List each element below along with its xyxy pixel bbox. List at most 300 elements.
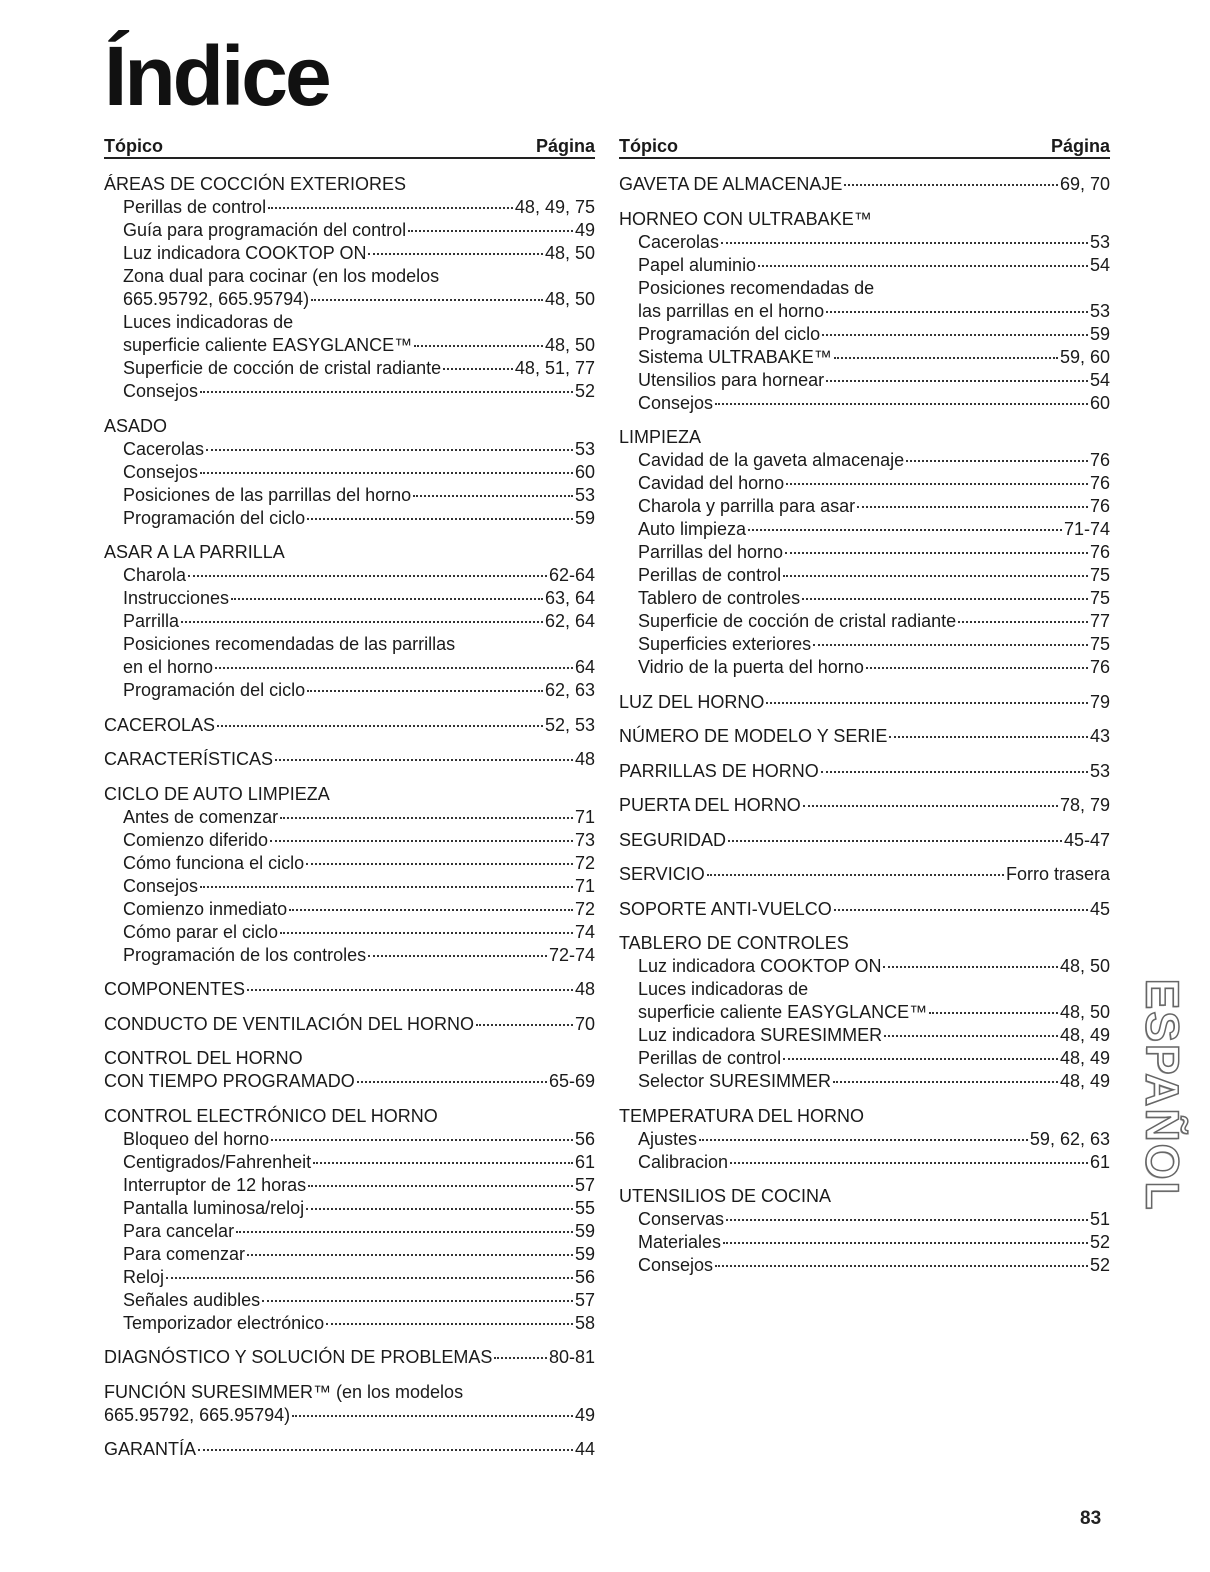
entry-topic: Charola y parrilla para asar bbox=[638, 496, 856, 516]
entry-topic: SERVICIO bbox=[619, 864, 705, 884]
entry-topic: Selector SURESIMMER bbox=[638, 1071, 832, 1091]
entry-topic: CONTROL DEL HORNO bbox=[104, 1048, 303, 1068]
index-subentry-line bbox=[104, 610, 595, 633]
index-subentry-line bbox=[104, 438, 595, 461]
entry-topic: ASAR A LA PARRILLA bbox=[104, 542, 285, 562]
dot-leader bbox=[357, 1081, 547, 1083]
entry-page: 54 bbox=[1089, 254, 1110, 275]
index-entry-line bbox=[104, 415, 595, 438]
index-entry bbox=[619, 932, 1110, 1093]
entry-page: 76 bbox=[1089, 657, 1110, 677]
dot-leader bbox=[884, 1035, 1058, 1037]
entry-page: 71 bbox=[574, 875, 595, 896]
index-subentry-line bbox=[619, 254, 1110, 277]
index-subentry-line bbox=[619, 277, 1110, 300]
dot-leader bbox=[822, 334, 1088, 336]
index-subentry-line bbox=[104, 656, 595, 679]
index-subentry-line bbox=[104, 265, 595, 288]
index-entry bbox=[619, 829, 1110, 852]
entry-topic: superficie caliente EASYGLANCE™ bbox=[123, 335, 413, 355]
entry-page: 58 bbox=[574, 1312, 595, 1333]
index-subentry-line bbox=[619, 564, 1110, 587]
dot-leader bbox=[247, 989, 573, 991]
index-subentry-line bbox=[104, 196, 595, 219]
entry-page: 80-81 bbox=[548, 1347, 595, 1367]
entry-page: 56 bbox=[574, 1128, 595, 1149]
index-subentry-line bbox=[104, 357, 595, 380]
page-header: Página bbox=[1050, 136, 1110, 156]
dot-leader bbox=[247, 1254, 573, 1256]
index-subentry-line bbox=[104, 564, 595, 587]
entry-page: 54 bbox=[1089, 369, 1110, 390]
entry-topic: Luz indicadora SURESIMMER bbox=[638, 1025, 883, 1045]
entry-topic: Reloj bbox=[123, 1266, 165, 1287]
entry-topic: Tablero de controles bbox=[638, 588, 801, 608]
entry-topic: Posiciones recomendadas de las parrillas bbox=[123, 634, 456, 654]
entry-page: 71-74 bbox=[1063, 519, 1110, 539]
index-subentry-line bbox=[104, 484, 595, 507]
index-subentry-line bbox=[619, 518, 1110, 541]
entry-topic: Consejos bbox=[638, 1255, 714, 1275]
entry-topic: CONTROL ELECTRÓNICO DEL HORNO bbox=[104, 1105, 438, 1126]
index-subentry-line bbox=[619, 472, 1110, 495]
index-subentry-line bbox=[619, 610, 1110, 633]
entry-topic: Luz indicadora COOKTOP ON bbox=[123, 243, 367, 263]
index-subentry-line bbox=[104, 1220, 595, 1243]
entry-topic: FUNCIÓN SURESIMMER™ (en los modelos bbox=[104, 1381, 464, 1402]
entry-topic: Consejos bbox=[638, 392, 714, 413]
index-entry bbox=[104, 1013, 595, 1036]
index-entry-line bbox=[619, 426, 1110, 449]
entry-page: 48, 51, 77 bbox=[514, 358, 595, 378]
entry-page: 60 bbox=[1089, 392, 1110, 413]
dot-leader bbox=[292, 1415, 573, 1417]
index-entry bbox=[104, 1438, 595, 1461]
entry-topic: Perillas de control bbox=[123, 197, 267, 217]
entry-page: 44 bbox=[574, 1439, 595, 1459]
index-entry-line bbox=[619, 1105, 1110, 1128]
index-subentry-line bbox=[104, 898, 595, 921]
index-entry bbox=[104, 1381, 595, 1427]
index-entry bbox=[619, 691, 1110, 714]
index-entry-line bbox=[104, 1381, 595, 1404]
entry-page: 62, 64 bbox=[544, 611, 595, 631]
entry-topic: Temporizador electrónico bbox=[123, 1312, 325, 1333]
index-subentry-line bbox=[104, 1151, 595, 1174]
entry-page: 57 bbox=[574, 1289, 595, 1310]
entry-topic: Parrillas del horno bbox=[638, 542, 784, 562]
index-subentry-line bbox=[619, 346, 1110, 369]
dot-leader bbox=[413, 495, 573, 497]
entry-page: 59 bbox=[574, 507, 595, 528]
entry-topic: Cavidad del horno bbox=[638, 473, 785, 493]
dot-leader bbox=[699, 1139, 1028, 1141]
entry-topic: Posiciones recomendadas de bbox=[638, 277, 875, 298]
index-subentry-line bbox=[619, 1128, 1110, 1151]
index-subentry-line bbox=[104, 829, 595, 852]
dot-leader bbox=[368, 253, 543, 255]
entry-topic: Programación del ciclo bbox=[123, 680, 306, 700]
entry-topic: Centigrados/Fahrenheit bbox=[123, 1151, 312, 1172]
index-subentry-line bbox=[619, 1070, 1110, 1093]
entry-topic: PARRILLAS DE HORNO bbox=[619, 760, 819, 781]
entry-topic: Programación de los controles bbox=[123, 944, 367, 965]
dot-leader bbox=[280, 817, 573, 819]
entry-page: 53 bbox=[1089, 231, 1110, 252]
index-entry bbox=[104, 978, 595, 1001]
entry-page: 59, 62, 63 bbox=[1029, 1128, 1110, 1149]
topic-header: Tópico bbox=[619, 136, 678, 156]
dot-leader bbox=[715, 1265, 1088, 1267]
dot-leader bbox=[200, 472, 573, 474]
index-entry-line bbox=[619, 932, 1110, 955]
entry-topic: Programación del ciclo bbox=[638, 323, 821, 344]
index-subentry-line bbox=[104, 1289, 595, 1312]
entry-topic: Cómo funciona el ciclo bbox=[123, 852, 305, 873]
dot-leader bbox=[707, 874, 1004, 876]
index-entries-right bbox=[619, 173, 1110, 1277]
dot-leader bbox=[866, 667, 1088, 669]
entry-topic: Programación del ciclo bbox=[123, 507, 306, 528]
entry-page: Forro trasera bbox=[1005, 864, 1110, 884]
dot-leader bbox=[166, 1277, 573, 1279]
entry-topic: Zona dual para cocinar (en los modelos bbox=[123, 266, 440, 286]
dot-leader bbox=[306, 1208, 573, 1210]
dot-leader bbox=[906, 460, 1088, 462]
index-subentry-line bbox=[104, 1266, 595, 1289]
index-entries-left bbox=[104, 173, 595, 1461]
page-header: Página bbox=[535, 136, 595, 156]
entry-topic: DIAGNÓSTICO Y SOLUCIÓN DE PROBLEMAS bbox=[104, 1347, 493, 1367]
index-subentry-line bbox=[619, 1231, 1110, 1254]
entry-topic: Cómo parar el ciclo bbox=[123, 921, 279, 942]
entry-page: 78, 79 bbox=[1059, 795, 1110, 815]
index-entry-line bbox=[619, 691, 1110, 714]
entry-page: 48, 50 bbox=[1059, 1002, 1110, 1022]
index-subentry-line bbox=[619, 323, 1110, 346]
entry-page: 76 bbox=[1089, 473, 1110, 493]
dot-leader bbox=[270, 840, 573, 842]
entry-topic: Consejos bbox=[123, 461, 199, 482]
entry-page: 53 bbox=[1089, 300, 1110, 321]
index-entry bbox=[619, 208, 1110, 415]
index-entry-line bbox=[619, 794, 1110, 817]
entry-topic: Comienzo inmediato bbox=[123, 898, 288, 919]
entry-topic: CICLO DE AUTO LIMPIEZA bbox=[104, 783, 330, 804]
index-entry-line bbox=[104, 978, 595, 1001]
column-header bbox=[619, 131, 1110, 159]
entry-page: 61 bbox=[574, 1151, 595, 1172]
entry-topic: Guía para programación del control bbox=[123, 220, 407, 240]
index-entry-line bbox=[619, 760, 1110, 783]
entry-page: 53 bbox=[574, 438, 595, 459]
dot-leader bbox=[181, 621, 543, 623]
index-entry bbox=[104, 173, 595, 403]
index-entry-line bbox=[104, 1070, 595, 1093]
entry-page: 59, 60 bbox=[1059, 346, 1110, 367]
index-subentry-line bbox=[619, 1254, 1110, 1277]
entry-page: 59 bbox=[1089, 323, 1110, 344]
index-subentry-line bbox=[619, 1151, 1110, 1174]
entry-page: 76 bbox=[1089, 542, 1110, 562]
dot-leader bbox=[275, 759, 573, 761]
entry-page: 48, 50 bbox=[1059, 956, 1110, 976]
entry-page: 75 bbox=[1089, 634, 1110, 654]
index-entry-line bbox=[619, 829, 1110, 852]
entry-topic: Para cancelar bbox=[123, 1220, 235, 1241]
entry-topic: Luces indicadoras de bbox=[123, 312, 294, 332]
entry-page: 77 bbox=[1089, 611, 1110, 631]
entry-page: 48, 50 bbox=[544, 243, 595, 263]
index-subentry-line bbox=[104, 852, 595, 875]
entry-topic: Sistema ULTRABAKE™ bbox=[638, 346, 832, 367]
index-subentry-line bbox=[104, 219, 595, 242]
index-subentry-line bbox=[619, 1208, 1110, 1231]
index-entry-line bbox=[104, 1404, 595, 1427]
index-entry bbox=[104, 714, 595, 737]
index-subentry-line bbox=[104, 1312, 595, 1335]
index-entry-line bbox=[104, 1438, 595, 1461]
index-subentry-line bbox=[104, 921, 595, 944]
entry-page: 49 bbox=[574, 220, 595, 240]
index-subentry-line bbox=[104, 1174, 595, 1197]
dot-leader bbox=[813, 644, 1088, 646]
entry-topic: Utensilios para hornear bbox=[638, 369, 825, 390]
entry-topic: las parrillas en el horno bbox=[638, 300, 825, 321]
index-subentry-line bbox=[619, 978, 1110, 1001]
index-entry bbox=[104, 748, 595, 771]
index-subentry-line bbox=[104, 806, 595, 829]
index-entry bbox=[619, 1105, 1110, 1174]
index-subentry-line bbox=[104, 334, 595, 357]
index-subentry-line bbox=[104, 288, 595, 311]
dot-leader bbox=[834, 909, 1088, 911]
dot-leader bbox=[834, 357, 1058, 359]
dot-leader bbox=[200, 391, 573, 393]
dot-leader bbox=[408, 230, 573, 232]
entry-topic: Cavidad de la gaveta almacenaje bbox=[638, 450, 905, 470]
index-subentry-line bbox=[619, 1047, 1110, 1070]
dot-leader bbox=[198, 1449, 573, 1451]
topic-header: Tópico bbox=[104, 136, 163, 156]
entry-topic: Para comenzar bbox=[123, 1243, 246, 1264]
dot-leader bbox=[231, 598, 543, 600]
index-subentry-line bbox=[104, 311, 595, 334]
index-entry-line bbox=[619, 1185, 1110, 1208]
entry-page: 48 bbox=[574, 749, 595, 769]
entry-topic: GARANTÍA bbox=[104, 1439, 197, 1459]
index-entry bbox=[104, 1047, 595, 1093]
entry-page: 62, 63 bbox=[544, 680, 595, 700]
index-entry-line bbox=[104, 748, 595, 771]
dot-leader bbox=[307, 690, 543, 692]
entry-topic: UTENSILIOS DE COCINA bbox=[619, 1186, 832, 1206]
entry-page: 56 bbox=[574, 1266, 595, 1287]
index-column-right bbox=[619, 131, 1110, 1277]
column-header bbox=[104, 131, 595, 159]
index-entry-line bbox=[104, 1047, 595, 1070]
entry-page: 48, 49 bbox=[1059, 1025, 1110, 1045]
dot-leader bbox=[313, 1162, 573, 1164]
entry-topic: TABLERO DE CONTROLES bbox=[619, 933, 849, 953]
index-entry bbox=[104, 783, 595, 967]
entry-page: 70 bbox=[574, 1013, 595, 1034]
index-entry-line bbox=[619, 898, 1110, 921]
dot-leader bbox=[289, 909, 573, 911]
entry-topic: Perillas de control bbox=[638, 565, 782, 585]
index-entry bbox=[104, 541, 595, 702]
entry-page: 63, 64 bbox=[544, 588, 595, 608]
index-entry bbox=[619, 863, 1110, 886]
entry-topic: superficie caliente EASYGLANCE™ bbox=[638, 1002, 928, 1022]
entry-topic: Bloqueo del horno bbox=[123, 1128, 270, 1149]
dot-leader bbox=[826, 311, 1088, 313]
entry-topic: 665.95792, 665.95794) bbox=[123, 289, 310, 309]
language-side-tab bbox=[1136, 970, 1188, 1220]
index-subentry-line bbox=[104, 380, 595, 403]
dot-leader bbox=[476, 1024, 573, 1026]
entry-topic: Charola bbox=[123, 565, 187, 585]
index-subentry-line bbox=[619, 656, 1110, 679]
entry-page: 53 bbox=[574, 484, 595, 505]
dot-leader bbox=[268, 207, 513, 209]
index-subentry-line bbox=[619, 231, 1110, 254]
entry-topic: Parrilla bbox=[123, 611, 180, 631]
index-subentry-line bbox=[104, 875, 595, 898]
dot-leader bbox=[821, 771, 1088, 773]
entry-topic: Interruptor de 12 horas bbox=[123, 1174, 307, 1195]
dot-leader bbox=[758, 265, 1088, 267]
entry-topic: 665.95792, 665.95794) bbox=[104, 1404, 291, 1425]
index-entry-line bbox=[104, 714, 595, 737]
dot-leader bbox=[262, 1300, 573, 1302]
dot-leader bbox=[728, 840, 1062, 842]
index-subentry-line bbox=[619, 587, 1110, 610]
dot-leader bbox=[306, 863, 573, 865]
index-subentry-line bbox=[104, 1128, 595, 1151]
entry-topic: ÁREAS DE COCCIÓN EXTERIORES bbox=[104, 174, 407, 194]
entry-topic: Auto limpieza bbox=[638, 519, 747, 539]
dot-leader bbox=[494, 1357, 547, 1359]
index-entry bbox=[619, 1185, 1110, 1277]
dot-leader bbox=[280, 932, 573, 934]
dot-leader bbox=[215, 667, 573, 669]
entry-topic: Posiciones de las parrillas del horno bbox=[123, 484, 412, 505]
entry-page: 48, 49 bbox=[1059, 1048, 1110, 1068]
index-entry bbox=[619, 725, 1110, 748]
entry-page: 64 bbox=[574, 657, 595, 677]
dot-leader bbox=[889, 736, 1088, 738]
entry-topic: PUERTA DEL HORNO bbox=[619, 795, 801, 815]
index-subentry-line bbox=[104, 633, 595, 656]
dot-leader bbox=[783, 575, 1088, 577]
entry-topic: Superficie de cocción de cristal radiante bbox=[638, 611, 957, 631]
entry-topic: Vidrio de la puerta del horno bbox=[638, 657, 864, 677]
dot-leader bbox=[833, 1081, 1058, 1083]
entry-topic: Papel aluminio bbox=[638, 254, 757, 275]
entry-page: 75 bbox=[1089, 588, 1110, 608]
dot-leader bbox=[783, 1058, 1058, 1060]
entry-page: 72 bbox=[574, 852, 595, 873]
index-subentry-line bbox=[619, 449, 1110, 472]
index-entry-line bbox=[619, 863, 1110, 886]
entry-page: 79 bbox=[1089, 691, 1110, 712]
entry-page: 49 bbox=[574, 1404, 595, 1425]
entry-topic: Materiales bbox=[638, 1232, 722, 1252]
dot-leader bbox=[307, 518, 573, 520]
entry-topic: Comienzo diferido bbox=[123, 829, 269, 850]
index-subentry-line bbox=[104, 944, 595, 967]
entry-topic: Luces indicadoras de bbox=[638, 979, 809, 999]
entry-page: 59 bbox=[574, 1220, 595, 1241]
dot-leader bbox=[730, 1162, 1088, 1164]
dot-leader bbox=[188, 575, 547, 577]
dot-leader bbox=[929, 1012, 1058, 1014]
index-column-left bbox=[104, 131, 595, 1461]
entry-page: 76 bbox=[1089, 450, 1110, 470]
entry-topic: Superficie de cocción de cristal radiante bbox=[123, 358, 442, 378]
index-entry bbox=[104, 1346, 595, 1369]
entry-page: 57 bbox=[574, 1174, 595, 1195]
page-title: Índice bbox=[104, 29, 329, 123]
entry-topic: Pantalla luminosa/reloj bbox=[123, 1197, 305, 1218]
index-subentry-line bbox=[619, 300, 1110, 323]
index-subentry-line bbox=[104, 679, 595, 702]
index-subentry-line bbox=[104, 587, 595, 610]
entry-page: 48, 49, 75 bbox=[514, 197, 595, 217]
entry-page: 61 bbox=[1089, 1151, 1110, 1172]
dot-leader bbox=[715, 403, 1088, 405]
entry-topic: CONDUCTO DE VENTILACIÓN DEL HORNO bbox=[104, 1013, 475, 1034]
entry-page: 45-47 bbox=[1063, 829, 1110, 850]
entry-page: 55 bbox=[574, 1197, 595, 1218]
index-subentry-line bbox=[104, 507, 595, 530]
entry-topic: Conservas bbox=[638, 1209, 725, 1229]
entry-topic: CON TIEMPO PROGRAMADO bbox=[104, 1071, 355, 1091]
index-entry bbox=[104, 415, 595, 530]
entry-topic: Consejos bbox=[123, 875, 199, 896]
dot-leader bbox=[857, 506, 1088, 508]
index-subentry-line bbox=[104, 1197, 595, 1220]
entry-topic: ASADO bbox=[104, 415, 168, 436]
entry-page: 75 bbox=[1089, 565, 1110, 585]
index-subentry-line bbox=[619, 495, 1110, 518]
entry-page: 48 bbox=[574, 979, 595, 999]
entry-topic: LUZ DEL HORNO bbox=[619, 691, 765, 712]
entry-topic: CACEROLAS bbox=[104, 714, 216, 735]
entry-page: 69, 70 bbox=[1059, 174, 1110, 194]
index-subentry-line bbox=[104, 242, 595, 265]
entry-topic: Antes de comenzar bbox=[123, 806, 279, 827]
entry-page: 48, 50 bbox=[544, 289, 595, 309]
entry-topic: SOPORTE ANTI-VUELCO bbox=[619, 898, 832, 919]
entry-page: 65-69 bbox=[548, 1071, 595, 1091]
index-entry-line bbox=[104, 783, 595, 806]
dot-leader bbox=[308, 1185, 573, 1187]
index-subentry-line bbox=[104, 461, 595, 484]
entry-page: 43 bbox=[1089, 726, 1110, 746]
entry-page: 52 bbox=[1089, 1255, 1110, 1275]
entry-page: 45 bbox=[1089, 898, 1110, 919]
index-entry bbox=[619, 794, 1110, 817]
entry-page: 74 bbox=[574, 921, 595, 942]
dot-leader bbox=[766, 702, 1088, 704]
entry-topic: SEGURIDAD bbox=[619, 829, 727, 850]
dot-leader bbox=[785, 552, 1088, 554]
index-subentry-line bbox=[104, 1243, 595, 1266]
entry-page: 48, 49 bbox=[1059, 1071, 1110, 1091]
dot-leader bbox=[802, 598, 1088, 600]
